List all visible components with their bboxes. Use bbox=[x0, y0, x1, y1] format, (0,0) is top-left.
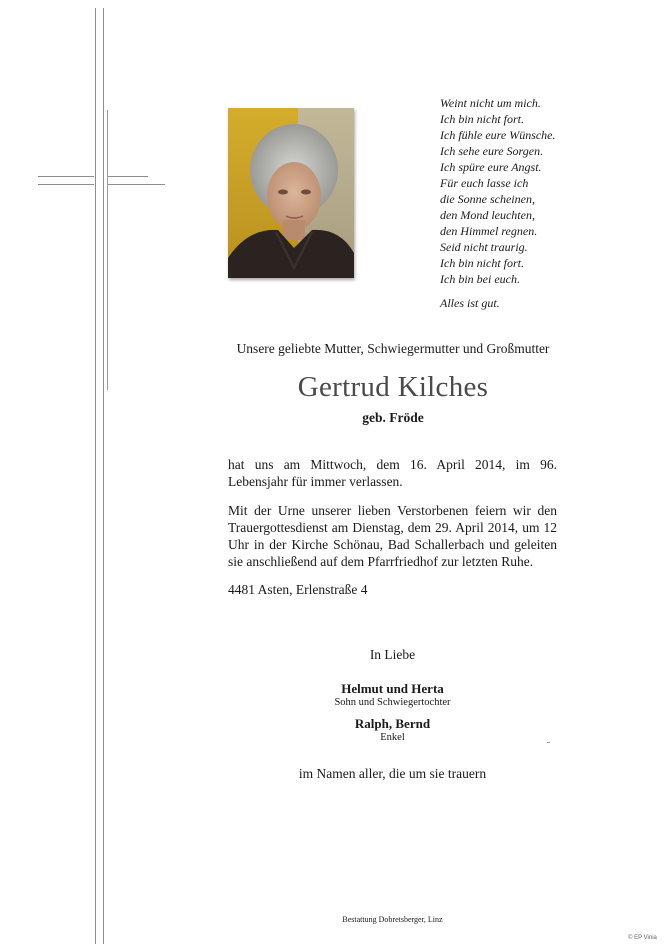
funeral-service-paragraph: Mit der Urne unserer lieben Verstorbenen feiern wir den Trauergottesdienst am Dienstag, dem 29. April 2014, um 12 Uhr in der Kirche Schönau, Bad Schallerbach und geleiten sie anschließend auf dem Pfarrfriedhof zur letzten Ruhe. bbox=[228, 503, 557, 569]
cross-horizontal-beam-left-bottom bbox=[38, 184, 94, 185]
portrait-photo bbox=[228, 108, 354, 278]
in-liebe-text: In Liebe bbox=[369, 647, 416, 662]
family-names: Ralph, Bernd bbox=[354, 716, 431, 731]
poem-line: Ich bin nicht fort. bbox=[440, 112, 524, 126]
poem-final-line: Alles ist gut. bbox=[440, 296, 500, 310]
poem-line: den Mond leuchten, bbox=[440, 208, 535, 222]
address: 4481 Asten, Erlenstraße 4 bbox=[228, 582, 368, 597]
poem-line: die Sonne scheinen, bbox=[440, 192, 535, 206]
closing-text: im Namen aller, die um sie trauern bbox=[298, 766, 487, 781]
family-names: Helmut und Herta bbox=[341, 681, 444, 696]
deceased-name: Gertrud Kilches bbox=[297, 371, 489, 403]
family-relation: Sohn und Schwiegertochter bbox=[334, 697, 451, 708]
cross-vertical-beam bbox=[95, 8, 104, 944]
cross-horizontal-beam-right-bottom bbox=[108, 184, 165, 185]
poem-line: Ich bin nicht fort. bbox=[440, 256, 524, 270]
poem-line: Ich fühle eure Wünsche. bbox=[440, 128, 556, 142]
family-relation: Enkel bbox=[380, 732, 405, 743]
cross-horizontal-beam-right-top bbox=[108, 176, 148, 177]
cross-horizontal-beam-left-top bbox=[38, 176, 94, 177]
poem-line: den Himmel regnen. bbox=[440, 224, 538, 238]
poem bbox=[440, 95, 640, 311]
poem-line: Ich bin bei euch. bbox=[440, 272, 520, 286]
poem-line: Für euch lasse ich bbox=[440, 176, 529, 190]
intro-text: Unsere geliebte Mutter, Schwiegermutter und Großmutter bbox=[236, 341, 550, 356]
funeral-home-footer: Bestattung Dobretsberger, Linz bbox=[342, 915, 443, 924]
copyright-note: © EP Vinia bbox=[628, 935, 657, 941]
poem-line: Ich spüre eure Angst. bbox=[440, 160, 542, 174]
poem-line: Seid nicht traurig. bbox=[440, 240, 528, 254]
small-mark bbox=[547, 742, 550, 743]
poem-line: Weint nicht um mich. bbox=[440, 96, 541, 110]
maiden-name: geb. Fröde bbox=[362, 410, 424, 425]
poem-line: Ich sehe eure Sorgen. bbox=[440, 144, 544, 158]
death-notice-paragraph: hat uns am Mittwoch, dem 16. April 2014, im 96. Lebensjahr für immer verlassen. bbox=[228, 457, 557, 489]
